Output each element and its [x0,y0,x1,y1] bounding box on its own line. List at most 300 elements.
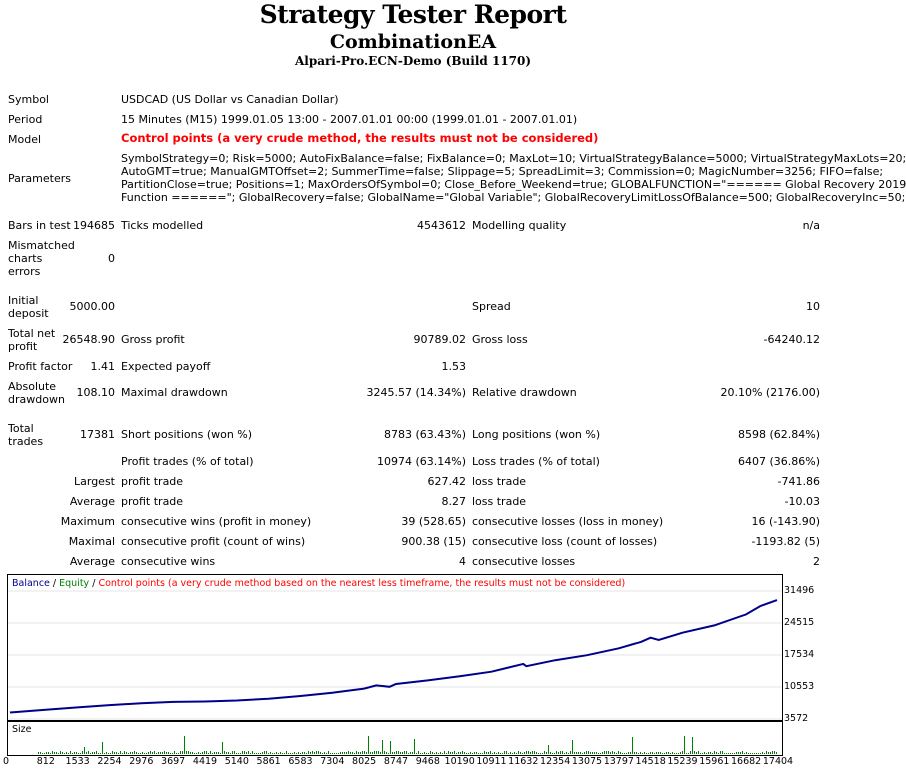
total-trades-value: 17381 [80,428,115,441]
y-tick-label: 17534 [784,649,815,660]
size-bar [764,753,765,754]
size-bar [170,753,171,754]
size-bar [482,753,483,754]
size-bar [450,752,451,754]
size-bar [610,752,611,754]
size-bar [326,753,327,754]
size-bar [154,751,155,754]
size-bar [200,753,201,754]
average-consecutive-wins-label: consecutive wins [121,555,216,568]
size-bar [416,753,417,754]
size-bar [602,752,603,754]
size-bar [460,752,461,754]
size-bar [86,752,87,754]
largest-loss-value: -741.86 [777,475,820,488]
loss-trades-value: 6407 (36.86%) [737,455,820,468]
size-bar [166,752,167,754]
size-bar [40,752,41,754]
initial-deposit-label: deposit [8,307,49,320]
size-bar [354,753,355,754]
size-bar [702,753,703,754]
size-bar [620,752,621,754]
size-bar [670,753,671,754]
size-bar [634,752,635,754]
size-bar [568,753,569,754]
size-bar [598,753,599,754]
net-profit-label: Total net [8,327,56,340]
average-loss-value: -10.03 [784,495,820,508]
size-bar [462,751,463,754]
x-tick-label: 10190 [444,756,475,767]
size-bar [168,752,169,754]
profit-trades-value: 10974 (63.14%) [376,455,466,468]
size-bar [540,753,541,754]
net-profit-value: 26548.90 [62,333,115,346]
x-tick-label: 12354 [540,756,571,767]
x-tick-label: 1533 [65,756,90,767]
size-bar [268,753,269,754]
size-bar [116,752,117,754]
size-bar [772,751,773,754]
mismatched-label: charts [8,252,43,265]
size-bar [624,753,625,754]
size-bar [100,753,101,754]
size-bar [76,752,77,754]
size-bar [700,753,701,754]
size-bar [710,752,711,754]
size-bar [274,753,275,754]
x-tick-label: 14518 [635,756,666,767]
size-bar [174,751,175,754]
size-bar [54,752,55,754]
average-consecutive-label: Average [69,555,115,568]
size-bar [136,752,137,754]
size-bar [588,751,589,754]
size-bar [748,753,749,754]
size-bar [178,753,179,754]
average-profit-value: 8.27 [441,495,466,508]
average-consecutive-losses-label: consecutive losses [472,555,576,568]
size-bar [188,751,189,754]
average-label: Average [69,495,115,508]
size-label: Size [12,724,32,735]
size-bar [98,753,99,754]
x-tick-label: 5140 [224,756,249,767]
size-bar [162,752,163,754]
gross-loss-value: -64240.12 [763,333,820,346]
size-bar [258,753,259,754]
balance-chart [7,574,783,721]
size-bar [280,752,281,754]
short-positions-label: Short positions (won %) [121,428,253,441]
max-consecutive-losses-value: 16 (-143.90) [751,515,820,528]
y-tick-label: 24515 [784,617,815,628]
size-bar [84,747,85,754]
x-tick-label: 5861 [256,756,281,767]
size-bar [694,751,695,754]
x-tick-label: 812 [36,756,55,767]
size-bar [364,751,365,754]
size-bar [496,753,497,754]
size-bar [284,753,285,754]
size-bar [360,752,361,754]
size-bar [48,752,49,754]
size-bar [584,752,585,754]
size-bar [420,753,421,754]
size-bar [386,752,387,754]
size-bar [260,753,261,754]
size-bar [516,753,517,754]
size-bar [152,752,153,754]
size-bar [38,752,39,754]
size-bar [114,752,115,754]
size-bar [132,752,133,754]
size-bar [218,752,219,754]
mismatched-value: 0 [108,252,115,265]
size-bar [722,751,723,754]
size-bar [238,753,239,754]
size-bar [656,752,657,754]
size-bar [606,751,607,754]
period-value: 15 Minutes (M15) 1999.01.05 13:00 - 2007.01.01 00:00 (1999.01.01 - 2007.01.01) [121,113,578,126]
size-bar [642,753,643,754]
size-bar [252,751,253,754]
size-bar [612,751,613,754]
size-bar [554,753,555,754]
size-bar [74,752,75,754]
size-bar [82,751,83,754]
size-bar [302,752,303,754]
size-bar [728,753,729,754]
size-bar [206,751,207,754]
size-bar [524,752,525,754]
size-bar [388,753,389,754]
size-bar [732,753,733,754]
size-bar [42,753,43,754]
size-bar [358,752,359,754]
size-histogram-plot [8,722,782,755]
size-bar [92,752,93,754]
expected-payoff-value: 1.53 [441,360,466,373]
size-bar [512,753,513,754]
size-bar [180,751,181,754]
size-bar [122,753,123,754]
size-bar [704,752,705,754]
size-bar [108,753,109,754]
size-bar [160,752,161,754]
x-tick-label: 3697 [161,756,186,767]
size-bar [112,751,113,754]
size-bar [480,753,481,754]
size-bar [304,752,305,754]
chart-legend [12,578,625,589]
size-bar [384,751,385,754]
size-bar [492,753,493,754]
size-bar [566,752,567,754]
largest-profit-label: profit trade [121,475,184,488]
max-consecutive-wins-value: 39 (528.65) [401,515,466,528]
size-bar [754,753,755,754]
size-bar [118,753,119,754]
largest-loss-label: loss trade [472,475,527,488]
size-bar [560,751,561,754]
x-tick-label: 8025 [352,756,377,767]
size-bar [120,751,121,754]
size-bar [734,753,735,754]
size-bar [340,752,341,754]
size-bar [586,751,587,754]
size-bar [658,752,659,754]
size-bar [318,751,319,754]
size-bar [692,737,693,754]
size-bar [226,752,227,754]
size-bar [316,751,317,754]
size-bar [342,752,343,754]
size-bar [298,752,299,754]
size-bar [336,753,337,754]
size-bar [396,751,397,754]
size-bar [250,753,251,754]
size-bar [684,736,685,754]
size-bar [426,753,427,754]
size-bar [534,751,535,754]
relative-drawdown-value: 20.10% (2176.00) [720,386,820,399]
size-bar [228,752,229,754]
mismatched-label: errors [8,265,41,278]
size-bar [374,751,375,754]
size-bar [156,753,157,754]
size-bar [558,752,559,754]
maximal-consecutive-loss-label: consecutive loss (count of losses) [472,535,658,548]
size-bar [468,753,469,754]
size-bar [186,751,187,754]
largest-profit-value: 627.42 [427,475,466,488]
size-bar [248,751,249,754]
size-bar [392,752,393,754]
size-bar [746,752,747,754]
total-trades-label: trades [8,435,44,448]
x-tick-label: 8747 [383,756,409,767]
size-bar [650,752,651,754]
size-bar [580,752,581,754]
size-bar [638,753,639,754]
size-bar [600,753,601,754]
gross-profit-label: Gross profit [121,333,185,346]
size-bar [574,752,575,754]
size-bar [56,752,57,754]
size-bar [698,751,699,754]
size-bar [60,751,61,754]
size-bar [222,742,223,754]
size-bar [240,753,241,754]
size-bar [474,752,475,754]
period-label: Period [8,113,43,126]
gross-loss-label: Gross loss [472,333,528,346]
size-bar [68,753,69,754]
size-bar [290,753,291,754]
size-bar [434,753,435,754]
size-bar [332,753,333,754]
size-bar [214,752,215,754]
size-bar [448,751,449,754]
size-bar [542,753,543,754]
size-bar [518,751,519,754]
size-bar [382,740,383,754]
size-bar [730,753,731,754]
size-bar [548,745,549,754]
size-bar [626,753,627,754]
profit-factor-value: 1.41 [90,360,115,373]
x-tick-label: 2976 [129,756,154,767]
size-histogram [7,721,783,756]
size-bar [402,752,403,754]
size-bar [760,753,761,754]
size-bar [80,753,81,754]
size-bar [608,751,609,754]
size-bar [530,752,531,754]
size-bar [738,752,739,754]
mismatched-label: Mismatched [8,239,75,252]
size-bar [366,752,367,754]
expected-payoff-label: Expected payoff [121,360,211,373]
size-bar [696,752,697,754]
initial-deposit-label: Initial [8,294,39,307]
size-bar [774,751,775,754]
size-bar [286,751,287,754]
size-bar [324,752,325,754]
size-bar [140,753,141,754]
size-bar [752,753,753,754]
size-bar [506,751,507,754]
absolute-drawdown-label: drawdown [8,393,65,406]
size-bar [230,753,231,754]
x-tick-label: 13075 [571,756,603,767]
size-bar [428,753,429,754]
size-bar [196,753,197,754]
size-bar [66,752,67,754]
parameters-line: AutoGMT=true; ManualGMTOffset=2; SummerTime=false; Slippage=5; SpreadLimit=3; Commission=0; MagicNumber=3256; FIFO=false; [121,165,884,178]
x-tick-label: 15961 [699,756,730,767]
size-bar [102,742,103,754]
largest-label: Largest [74,475,115,488]
ticks-label: Ticks modelled [121,219,204,232]
size-bar [194,753,195,754]
size-bar [224,751,225,754]
maximal-drawdown-label: Maximal drawdown [121,386,228,399]
size-bar [254,753,255,754]
size-bar [150,751,151,754]
x-tick-label: 13797 [603,756,634,767]
size-bar [262,752,263,754]
model-value: Control points (a very crude method, the results must not be considered) [121,131,599,145]
size-bar [390,741,391,754]
size-bar [590,752,591,754]
spread-value: 10 [806,300,820,313]
legend-separator: / [89,578,99,589]
size-bar [314,752,315,754]
size-bar [544,751,545,754]
max-consecutive-wins-label: consecutive wins (profit in money) [121,515,312,528]
quality-value: n/a [802,219,820,232]
y-tick-label: 31496 [784,585,815,596]
size-bar [484,751,485,754]
y-tick-label: 10553 [784,681,815,692]
size-bar [628,752,629,754]
average-consecutive-losses-value: 2 [813,555,820,568]
x-tick-label: 11632 [508,756,539,767]
size-bar [640,752,641,754]
size-bar [232,751,233,754]
size-bar [414,739,415,754]
symbol-value: USDCAD (US Dollar vs Canadian Dollar) [121,93,339,106]
size-bar [338,753,339,754]
size-bar [398,751,399,754]
size-bar [408,753,409,754]
x-tick-label: 0 [2,756,10,767]
size-bar [352,752,353,754]
size-bar [490,751,491,754]
size-bar [556,751,557,754]
balance-chart-plot [8,575,782,720]
size-bar [126,752,127,754]
size-bar [504,751,505,754]
parameters-line: Function ======"; GlobalRecovery=false; GlobalName="Global Variable"; GlobalRecoveryLimitLossOfBalance=500; GlobalRecoveryInc=50; [121,191,906,204]
size-bar [572,740,573,754]
short-positions-value: 8783 (63.43%) [383,428,466,441]
size-bar [664,753,665,754]
size-bar [184,736,185,754]
size-bar [356,751,357,754]
size-bar [128,753,129,754]
average-consecutive-wins-value: 4 [459,555,466,568]
y-tick-label: 3572 [784,713,809,724]
size-bar [176,753,177,754]
size-bar [442,753,443,754]
size-bar [436,752,437,754]
size-bar [470,752,471,754]
symbol-label: Symbol [8,93,49,106]
size-bar [538,753,539,754]
long-positions-value: 8598 (62.84%) [737,428,820,441]
size-bar [682,751,683,754]
size-bar [62,752,63,754]
size-bar [756,753,757,754]
x-tick-label: 7304 [320,756,345,767]
size-bar [718,753,719,754]
absolute-drawdown-label: Absolute [8,380,57,393]
long-positions-label: Long positions (won %) [472,428,601,441]
size-bar [172,753,173,754]
size-bar [308,751,309,754]
size-bar [350,752,351,754]
size-bar [552,753,553,754]
size-bar [740,752,741,754]
size-bar [594,752,595,754]
size-bar [236,753,237,754]
ea-name: CombinationEA [329,31,497,53]
size-bar [348,751,349,754]
size-bar [646,753,647,754]
net-profit-label: profit [8,340,38,353]
model-label: Model [8,133,42,146]
size-bar [660,752,661,754]
size-bar [614,752,615,754]
size-bar [742,751,743,754]
size-bar [368,736,369,754]
size-bar [72,753,73,754]
x-tick-label: 9468 [415,756,440,767]
server-name: Alpari-Pro.ECN-Demo (Build 1170) [294,54,532,68]
